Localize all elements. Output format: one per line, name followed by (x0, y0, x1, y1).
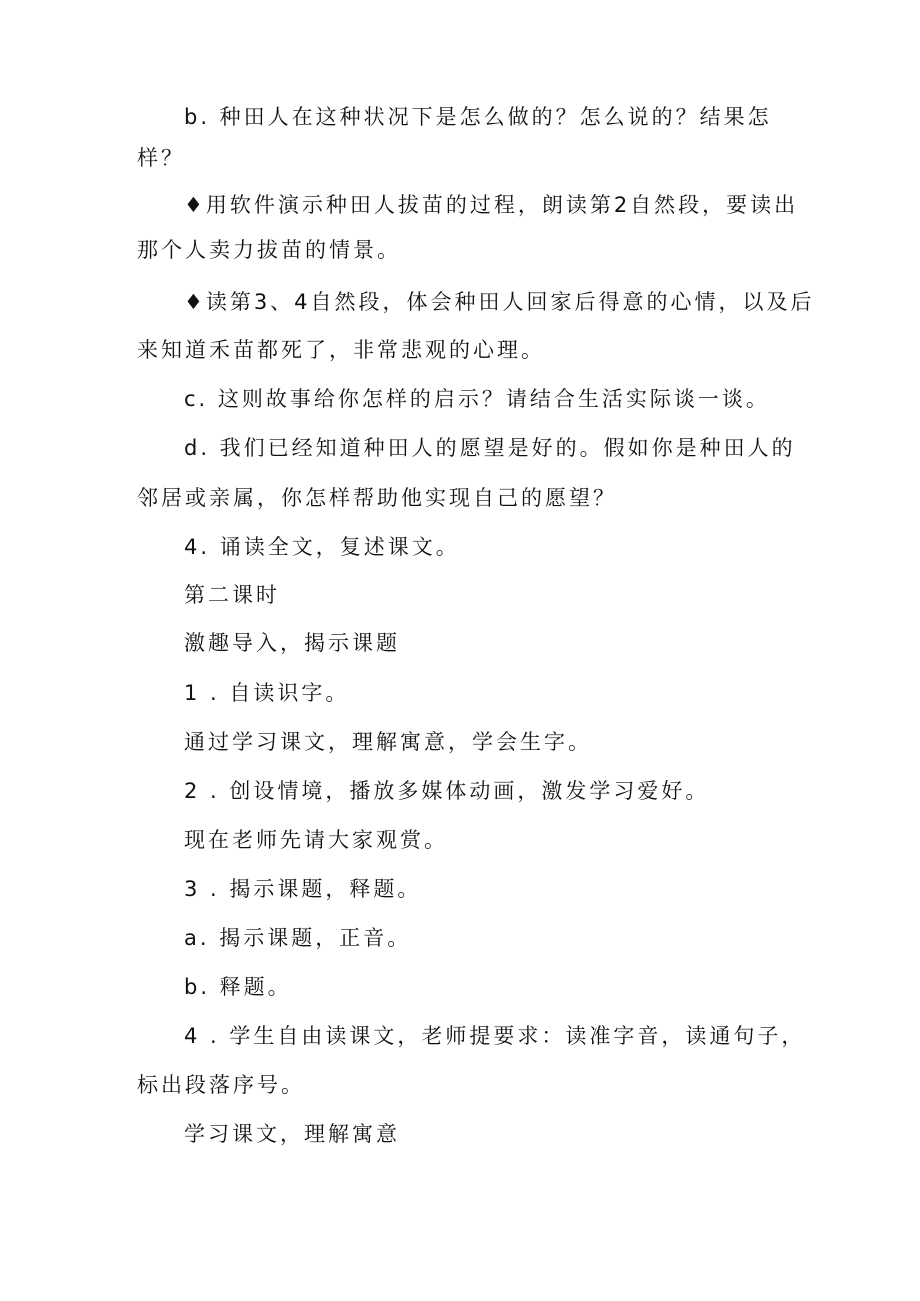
text-line: 样？ (137, 146, 185, 170)
text-line: ♦读第3、4自然段，体会种田人回家后得意的心情，以及后 (184, 290, 815, 314)
text-line: 来知道禾苗都死了，非常悲观的心理。 (137, 338, 545, 362)
text-line: 4. 诵读全文，复述课文。 (184, 535, 460, 559)
text-line: 标出段落序号。 (137, 1073, 305, 1097)
text-line: 第二课时 (184, 583, 280, 607)
text-line: 邻居或亲属，你怎样帮助他实现自己的愿望？ (137, 486, 617, 510)
text-line: 通过学习课文，理解寓意，学会生字。 (184, 730, 592, 754)
text-line: ♦用软件演示种田人拔苗的过程，朗读第2自然段，要读出 (184, 193, 799, 217)
text-line: a. 揭示课题，正音。 (184, 926, 412, 950)
text-line: 那个人卖力拔苗的情景。 (137, 238, 401, 262)
text-line: 4 . 学生自由读课文，老师提要求：读准字音，读通句子， (184, 1024, 806, 1048)
text-line: 激趣导入，揭示课题 (184, 631, 400, 655)
text-line: 3 . 揭示课题，释题。 (184, 877, 422, 901)
text-line: d. 我们已经知道种田人的愿望是好的。假如你是种田人的 (184, 436, 796, 460)
text-line: 现在老师先请大家观赏。 (184, 828, 448, 852)
text-line: 2 . 创设情境，播放多媒体动画，激发学习爱好。 (184, 779, 710, 803)
text-line: 学习课文，理解寓意 (184, 1122, 400, 1146)
text-line: c. 这则故事给你怎样的启示？请结合生活实际谈一谈。 (184, 387, 770, 411)
text-line: b. 释题。 (184, 975, 292, 999)
text-line: 1 . 自读识字。 (184, 681, 350, 705)
text-line: b. 种田人在这种状况下是怎么做的？怎么说的？结果怎 (184, 105, 772, 129)
